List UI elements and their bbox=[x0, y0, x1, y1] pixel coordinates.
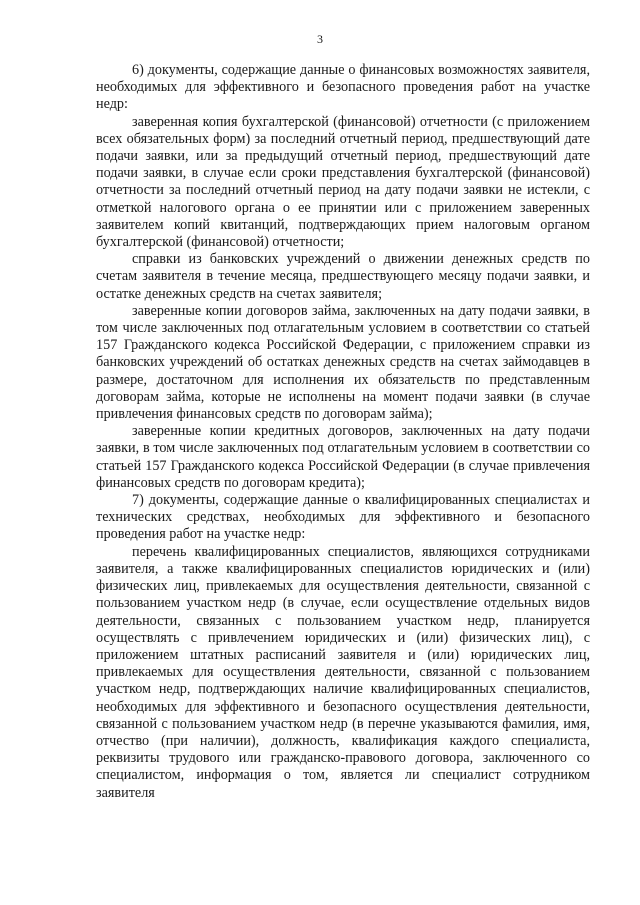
paragraph-loan-agreements: заверенные копии договоров займа, заключенных на дату подачи заявки, в том числе заключенных под отлагательным условием в соответствии со статьей 157 Гражданского кодекса Российской Федерации, с приложением справки из банковских учреждений об остатках денежных средств на счетах займодавцев в размере, достаточном для исполнения их обязательств по представленным договорам займа, которые не исполнены на момент подачи заявки (в случае привлечения финансовых средств по договорам займа); bbox=[96, 302, 590, 423]
document-body bbox=[96, 62, 590, 802]
paragraph-bank-statements: справки из банковских учреждений о движении денежных средств по счетам заявителя в течение месяца, предшествующего месяцу подачи заявки, и остатке денежных средств на счетах заявителя; bbox=[96, 251, 590, 302]
paragraph-accounting-statements: заверенная копия бухгалтерской (финансовой) отчетности (с приложением всех обязательных форм) за последний отчетный период, предшествующий дате подачи заявки, или за предыдущий отчетный период, предшествующий дате подачи заявки, в случае если сроки представления бухгалтерской (финансовой) отчетности за последний отчетный период на дату подачи заявки не истекли, с отметкой налогового органа о ее принятии или с приложением заверенных заявителем копий квитанций, подтверждающих прием налоговым органом бухгалтерской (финансовой) отчетности; bbox=[96, 113, 590, 251]
paragraph-item-6: 6) документы, содержащие данные о финансовых возможностях заявителя, необходимых для эффективного и безопасного проведения работ на участке недр: bbox=[96, 62, 590, 113]
paragraph-credit-agreements: заверенные копии кредитных договоров, заключенных на дату подачи заявки, в том числе заключенных под отлагательным условием в соответствии со статьей 157 Гражданского кодекса Российской Федерации (в случае привлечения финансовых средств по договорам кредита); bbox=[96, 423, 590, 491]
paragraph-specialists-list: перечень квалифицированных специалистов, являющихся сотрудниками заявителя, а также квалифицированных специалистов юридических и (или) физических лиц, привлекаемых для осуществления деятельности, связанной с пользованием участком недр (в случае, если осуществление отдельных видов деятельности, связанных с пользованием участком недр, планируется осуществлять с привлечением юридических и (или) физических лиц), с приложением штатных расписаний заявителя и (или) юридических лиц, привлекаемых для осуществления деятельности, связанной с пользованием участком недр, подтверждающих наличие квалифицированных специалистов, необходимых для эффективного и безопасного осуществления деятельности, связанной с пользованием участком недр (в перечне указываются фамилия, имя, отчество (при наличии), должность, квалификация каждого специалиста, реквизиты трудового или гражданско-правового договора, заключенного со специалистом, информация о том, является ли специалист сотрудником заявителя bbox=[96, 543, 590, 801]
paragraph-item-7: 7) документы, содержащие данные о квалифицированных специалистах и технических средствах, необходимых для эффективного и безопасного проведения работ на участке недр: bbox=[96, 492, 590, 543]
page-number: 3 bbox=[317, 32, 323, 46]
